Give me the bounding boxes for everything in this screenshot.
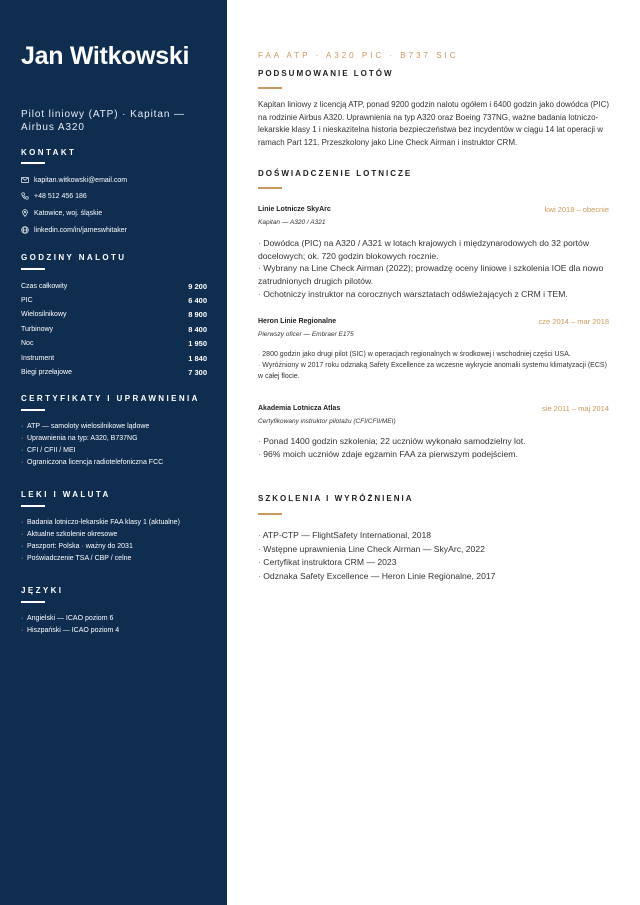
contact-section-rule [21, 162, 45, 164]
job-role: Pierwszy oficer — Embraer E175 [258, 331, 354, 338]
list-item: · Wybrany na Line Check Airman (2022); prowadzę oceny liniowe i szkolenia IOE dla nowo zatrudnionych drugich pilotów. [258, 263, 604, 287]
contact-section-title: KONTAKT [21, 148, 77, 157]
contact-location [21, 207, 102, 219]
job-bullets [258, 237, 610, 301]
certificates-section-title: CERTYFIKATY I UPRAWNIENIA [21, 394, 200, 403]
job-bullets [258, 435, 610, 460]
hours-label: Instrument [21, 354, 55, 362]
list-item: · 96% moich uczniów zdaje egzamin FAA za pierwszym podejściem. [258, 448, 518, 459]
list-item: · ATP-CTP — FlightSafety International, 2018 [258, 530, 432, 540]
contact-linkedin[interactable] [21, 224, 127, 236]
job-company: Linie Lotnicze SkyArc [258, 205, 331, 213]
certificates-section-rule [21, 409, 45, 411]
flight-hours-section-title: GODZINY NALOTU [21, 253, 127, 262]
list-item: · Poświadczenie TSA / CBP / celne [21, 555, 132, 562]
job-bullets [258, 349, 610, 382]
languages-section-rule [21, 601, 45, 603]
globe-icon [21, 226, 29, 234]
medical-section-rule [21, 505, 45, 507]
list-item: · ATP — samoloty wielosilnikowe lądowe [21, 423, 150, 430]
list-item: · Ponad 1400 godzin szkolenia; 22 uczniów wykonało samodzielny lot. [258, 436, 526, 446]
hours-row [21, 324, 207, 334]
hours-row [21, 353, 207, 363]
list-item: · Paszport: Polska · ważny do 2031 [21, 543, 133, 550]
sidebar [0, 0, 227, 905]
contact-location-text: Katowice, woj. śląskie [34, 209, 103, 217]
list-item: · Badania lotniczo-lekarskie FAA klasy 1 (aktualne) [21, 519, 180, 526]
flight-hours-section-rule [21, 268, 45, 270]
list-item: · Wyróżniony w 2017 roku odznaką Safety Excellence za wczesne wykrycie anomalii systemu klimatyzacji (ECS) w całej flocie. [258, 362, 607, 380]
hours-label: Wielosilnikowy [21, 310, 67, 318]
hours-value: 1 840 [188, 353, 207, 363]
hours-label: Noc [21, 339, 34, 347]
credentials-tagline: FAA ATP · A320 PIC · B737 SIC [258, 51, 459, 60]
candidate-headline: Pilot liniowy (ATP) · Kapitan — Airbus A320 [21, 109, 185, 133]
summary-text: Kapitan liniowy z licencją ATP, ponad 9200 godzin nalotu ogółem i 6400 godzin jako dowódca (PIC) na rodzinie Airbus A320. Uprawnienia na typ A320 oraz Boeing 737NG, ważne badania lotniczo-lekarskie klasy 1 i nieskazitelna historia bezpieczeństwa bez incydentów w ciągu 14 lat operacji w ramach Part 121. Przeszkolony jako Line Check Airman i instruktor CRM. [258, 100, 610, 147]
experience-section-rule [258, 187, 282, 189]
hours-value: 8 900 [188, 309, 207, 319]
hours-value: 7 300 [188, 367, 207, 377]
summary-section-rule [258, 87, 282, 89]
hours-row [21, 281, 207, 291]
job-header [258, 402, 609, 414]
job-role: Certyfikowany instruktor pilotażu (CFI/CFII/MEI) [258, 418, 396, 425]
hours-value: 8 400 [188, 324, 207, 334]
contact-email[interactable] [21, 174, 127, 186]
job-dates: sie 2011 – maj 2014 [542, 403, 609, 413]
job-dates: cze 2014 – mar 2018 [538, 316, 609, 326]
contact-phone-text: +48 512 456 186 [34, 192, 87, 200]
job-header [258, 203, 609, 215]
medical-section-title: LEKI I WALUTA [21, 490, 111, 499]
contact-email-text: kapitan.witkowski@email.com [34, 176, 128, 184]
job-header [258, 315, 609, 327]
job-dates: kwi 2018 – obecnie [544, 204, 609, 214]
list-item: · Aktualne szkolenie okresowe [21, 531, 118, 538]
phone-icon [21, 192, 29, 200]
job-company: Akademia Lotnicza Atlas [258, 404, 341, 412]
hours-row [21, 295, 207, 305]
training-section-rule [258, 513, 282, 515]
candidate-name: Jan Witkowski [21, 42, 190, 70]
main-content [227, 0, 640, 905]
training-section-title: SZKOLENIA I WYRÓŻNIENIA [258, 494, 414, 503]
hours-label: Turbinowy [21, 325, 54, 333]
list-item: · Wstępne uprawnienia Line Check Airman — SkyArc, 2022 [258, 543, 485, 554]
list-item: · Hiszpański — ICAO poziom 4 [21, 627, 120, 634]
mail-icon [21, 176, 29, 184]
list-item: · Odznaka Safety Excellence — Heron Linie Regionalne, 2017 [258, 571, 496, 582]
hours-value: 9 200 [188, 281, 207, 291]
list-item: · Ochotniczy instruktor na corocznych warsztatach odświeżających z CRM i TEM. [258, 288, 568, 299]
hours-value: 6 400 [188, 295, 207, 305]
contact-phone[interactable] [21, 190, 87, 202]
list-item: · Certyfikat instruktora CRM — 2023 [258, 557, 397, 568]
hours-row [21, 309, 207, 319]
list-item: · 2800 godzin jako drugi pilot (SIC) w operacjach regionalnych w środkowej i wschodniej części USA. [258, 351, 571, 358]
job-company: Heron Linie Regionalne [258, 317, 337, 325]
contact-linkedin-text: linkedin.com/in/jameswhitaker [34, 226, 127, 234]
job-role: Kapitan — A320 / A321 [258, 219, 326, 226]
list-item: · CFI / CFII / MEI [21, 447, 76, 454]
hours-row [21, 367, 207, 377]
hours-value: 1 950 [188, 338, 207, 348]
list-item: · Ograniczona licencja radiotelefoniczna FCC [21, 459, 164, 466]
languages-section-title: JĘZYKI [21, 586, 64, 595]
hours-row [21, 338, 207, 348]
experience-section-title: DOŚWIADCZENIE LOTNICZE [258, 169, 413, 178]
list-item: · Dowódca (PIC) na A320 / A321 w lotach krajowych i międzynarodowych do 32 portów docelowych; ok. 720 godzin blokowych rocznie. [258, 238, 590, 261]
list-item: · Uprawnienia na typ: A320, B737NG [21, 435, 138, 442]
hours-label: Biegi przełajowe [21, 368, 72, 376]
hours-label: PIC [21, 296, 33, 304]
training-list [258, 529, 610, 584]
hours-label: Czas całkowity [21, 282, 68, 290]
list-item: · Angielski — ICAO poziom 6 [21, 615, 114, 622]
location-pin-icon [21, 209, 29, 217]
summary-section-title: PODSUMOWANIE LOTÓW [258, 69, 394, 78]
